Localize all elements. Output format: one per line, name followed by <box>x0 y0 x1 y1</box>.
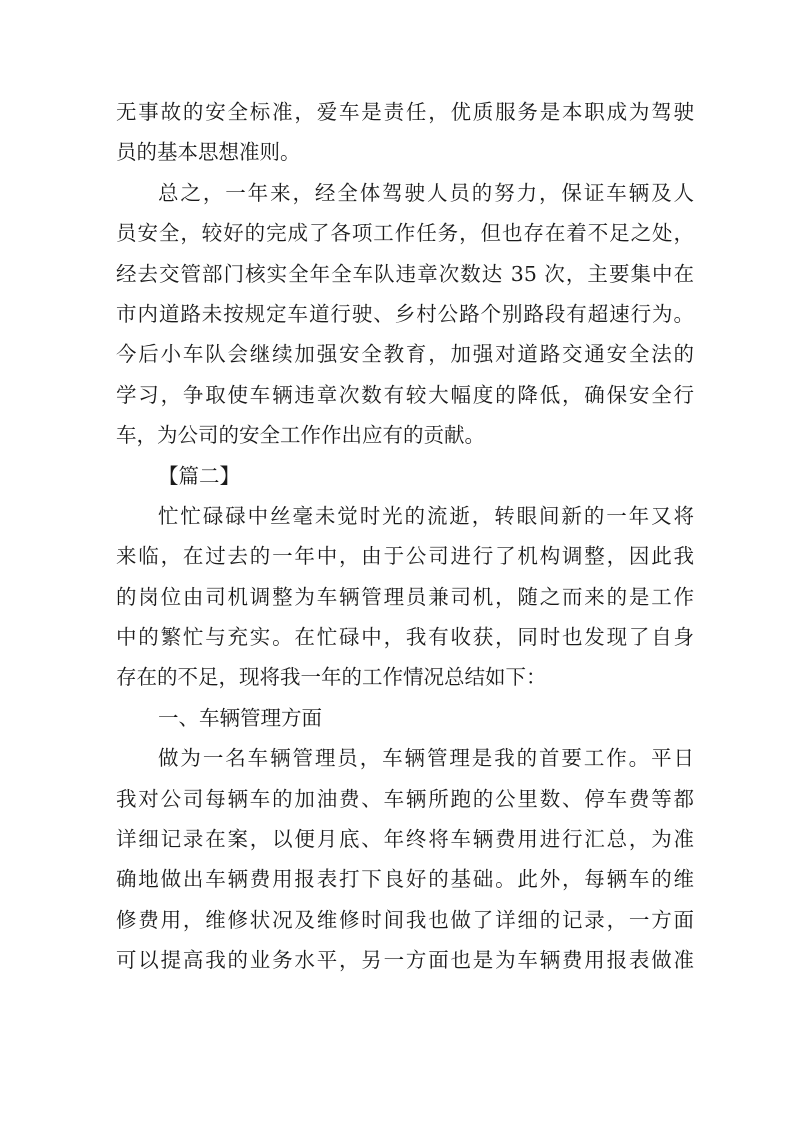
paragraph-intro <box>116 496 694 698</box>
text-line: 修费用，维修状况及维修时间我也做了详细的记录，一方面 <box>116 907 694 932</box>
text-line: 详细记录在案，以便月底、年终将车辆费用进行汇总，为准 <box>116 827 694 852</box>
text-line: 学习，争取使车辆违章次数有较大幅度的降低，确保安全行 <box>116 382 694 407</box>
section-heading-part-two <box>116 456 694 496</box>
text-line: 车，为公司的安全工作作出应有的贡献。 <box>116 423 485 448</box>
paragraph-safety-standard <box>116 92 694 173</box>
text-line: 确地做出车辆费用报表打下良好的基础。此外，每辆车的维 <box>116 867 694 892</box>
text-line: 来临，在过去的一年中，由于公司进行了机构调整，因此我 <box>116 544 694 569</box>
text-line: 可以提高我的业务水平，另一方面也是为车辆费用报表做准 <box>116 948 694 973</box>
text-line: 存在的不足，现将我一年的工作情况总结如下： <box>116 665 547 690</box>
text-line: 员安全，较好的完成了各项工作任务，但也存在着不足之处， <box>116 221 694 246</box>
section-heading-vehicle-management <box>116 698 694 738</box>
text-line: 总之，一年来，经全体驾驶人员的努力，保证车辆及人 <box>158 180 694 205</box>
text-line: 的岗位由司机调整为车辆管理员兼司机，随之而来的是工作 <box>116 584 694 609</box>
text-line: 市内道路未按规定车道行驶、乡村公路个别路段有超速行为。 <box>116 301 694 326</box>
text-line: 经去交管部门核实全年全车队违章次数达 35 次，主要集中在 <box>116 261 694 286</box>
text-line: 中的繁忙与充实。在忙碌中，我有收获，同时也发现了自身 <box>116 625 694 650</box>
heading-text: 一、车辆管理方面 <box>158 705 322 730</box>
text-line: 无事故的安全标准，爱车是责任，优质服务是本职成为驾驶 <box>116 100 694 124</box>
text-line: 做为一名车辆管理员，车辆管理是我的首要工作。平日 <box>158 746 694 771</box>
paragraph-vehicle-management <box>116 738 694 980</box>
paragraph-summary <box>116 173 694 456</box>
heading-text: 【篇二】 <box>158 463 240 488</box>
text-line: 今后小车队会继续加强安全教育，加强对道路交通安全法的 <box>116 342 694 367</box>
document-body <box>116 92 694 981</box>
text-line: 忙忙碌碌中丝毫未觉时光的流逝，转眼间新的一年又将 <box>158 503 694 528</box>
text-line: 员的基本思想准则。 <box>116 140 301 165</box>
text-line: 我对公司每辆车的加油费、车辆所跑的公里数、停车费等都 <box>116 786 694 811</box>
